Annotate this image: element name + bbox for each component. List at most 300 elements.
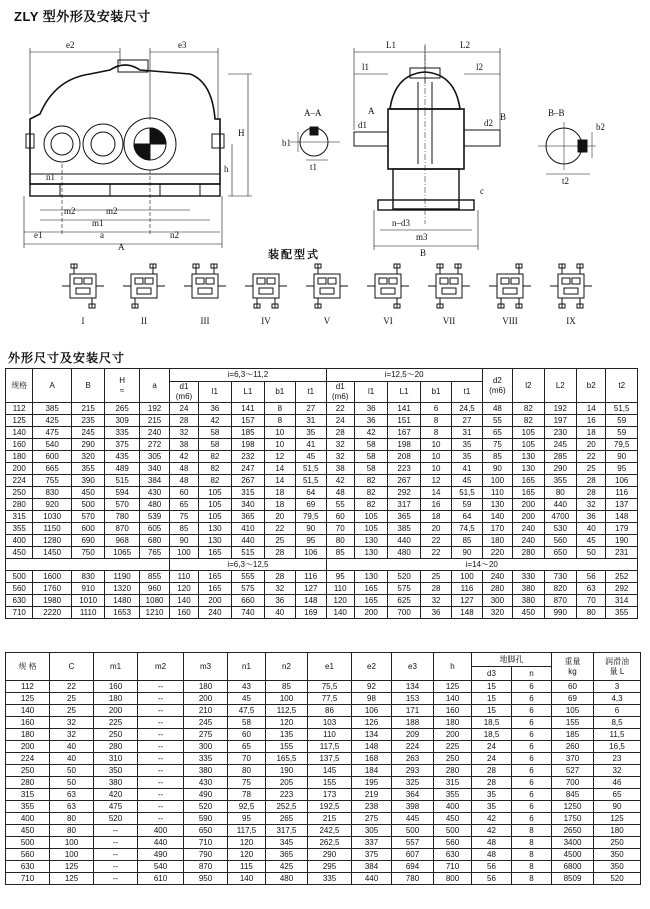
table-cell: 245	[544, 439, 576, 451]
col2-C: C	[50, 653, 94, 681]
table-cell: 305	[139, 451, 169, 463]
table-cell: 36	[420, 607, 451, 619]
table-cell: 169	[296, 607, 326, 619]
table-cell: 116	[606, 487, 638, 499]
table-cell: 410	[232, 523, 264, 535]
table-cell: 58	[198, 427, 231, 439]
table-cell: 82	[354, 475, 387, 487]
table-cell: 90	[594, 801, 641, 813]
table-cell: 46	[594, 777, 641, 789]
side-view	[354, 44, 500, 250]
table-cell: 530	[544, 523, 576, 535]
table-cell: 15	[472, 705, 512, 717]
table-cell: 100	[170, 547, 198, 559]
table-cell: 6	[512, 741, 552, 753]
table-cell: 560	[544, 535, 576, 547]
table-cell: 90	[606, 451, 638, 463]
table-cell: 2220	[33, 607, 72, 619]
table-cell: 75	[170, 511, 198, 523]
table-cell: 188	[392, 717, 434, 729]
svg-text:b2: b2	[596, 122, 605, 132]
row-size-cell: 315	[6, 511, 33, 523]
table-cell: 32	[170, 427, 198, 439]
table-cell: 28	[577, 487, 606, 499]
table-cell: 320	[71, 451, 104, 463]
table-cell: 1760	[33, 583, 72, 595]
table-cell: 238	[352, 801, 392, 813]
table-cell: 195	[352, 777, 392, 789]
table-cell: 515	[232, 547, 264, 559]
table-cell: 280	[513, 547, 544, 559]
table-cell: 665	[33, 463, 72, 475]
col2-m3: m3	[184, 653, 228, 681]
table-cell: 32	[420, 595, 451, 607]
table-cell: 173	[308, 789, 352, 801]
table-cell: 60	[228, 729, 266, 741]
table-cell: 780	[392, 873, 434, 885]
table-cell: 990	[544, 607, 576, 619]
table-cell: 335	[184, 753, 228, 765]
table-cell: 41	[296, 439, 326, 451]
svg-text:A–A: A–A	[304, 108, 322, 118]
col-d1: d1 (m6)	[170, 382, 198, 403]
table-cell: 570	[71, 511, 104, 523]
table-cell: 24	[326, 415, 354, 427]
table-cell: 8	[264, 415, 295, 427]
table-cell: 192,5	[308, 801, 352, 813]
table-cell: 56	[577, 571, 606, 583]
table-cell: 100	[266, 693, 308, 705]
table-cell: 520	[388, 571, 420, 583]
table-cell: 430	[184, 777, 228, 789]
table-cell: 112,5	[266, 705, 308, 717]
table-cell: 40	[264, 607, 295, 619]
table-cell: 209	[392, 729, 434, 741]
table-cell: 12	[264, 451, 295, 463]
table-cell: 250	[94, 729, 138, 741]
table-cell: 539	[139, 511, 169, 523]
table-cell: 420	[94, 789, 138, 801]
col2-n1: n1	[228, 653, 266, 681]
table-cell: 252	[606, 571, 638, 583]
table-cell: 90	[170, 535, 198, 547]
col2-m1: m1	[94, 653, 138, 681]
table-cell: 145	[308, 765, 352, 777]
table-cell: 75	[228, 777, 266, 789]
table-cell: --	[94, 849, 138, 861]
row-size-cell: 280	[6, 777, 50, 789]
table-cell: 489	[105, 463, 139, 475]
svg-text:L2: L2	[460, 40, 470, 50]
col-B: B	[71, 369, 104, 403]
table-cell: 14	[577, 403, 606, 415]
table-cell: 435	[105, 451, 139, 463]
table-cell: 160	[94, 681, 138, 693]
table-cell: 8509	[552, 873, 594, 885]
table-cell: 47,5	[228, 705, 266, 717]
table-cell: 32	[577, 499, 606, 511]
table-cell: 292	[606, 583, 638, 595]
table-cell: 75	[482, 439, 512, 451]
table-cell: --	[138, 693, 184, 705]
table-cell: 208	[388, 451, 420, 463]
assembly-type-label: VI	[383, 316, 393, 326]
table-cell: 315	[232, 487, 264, 499]
table-cell: 125	[50, 873, 94, 885]
table-row	[6, 789, 641, 801]
table-cell: 290	[308, 849, 352, 861]
assembly-type-label: IV	[261, 316, 271, 326]
table-cell: 28	[472, 777, 512, 789]
table-cell: 43	[228, 681, 266, 693]
table-cell: 117,5	[228, 825, 266, 837]
assembly-type-label: III	[200, 316, 210, 326]
table-cell: 27	[452, 415, 482, 427]
table-cell: 35	[296, 427, 326, 439]
table-cell: 153	[392, 693, 434, 705]
table-cell: 18	[264, 487, 295, 499]
table-cell: 8	[512, 849, 552, 861]
svg-text:t2: t2	[562, 176, 570, 186]
table-cell: 48	[170, 463, 198, 475]
table-cell: 968	[105, 535, 139, 547]
table-cell: 35	[452, 439, 482, 451]
table-cell: 6	[512, 801, 552, 813]
table-cell: 64	[296, 487, 326, 499]
table-cell: 325	[392, 777, 434, 789]
table-cell: 8	[264, 403, 295, 415]
table-cell: 6	[512, 753, 552, 765]
table-cell: 364	[392, 789, 434, 801]
col2-m2: m2	[138, 653, 184, 681]
table-cell: 141	[388, 403, 420, 415]
table-cell: 527	[552, 765, 594, 777]
col2-e2: e2	[352, 653, 392, 681]
svg-text:m2: m2	[64, 206, 76, 216]
table-cell: 350	[594, 849, 641, 861]
table-cell: 25	[420, 571, 451, 583]
table-cell: 151	[388, 415, 420, 427]
table-cell: 130	[513, 463, 544, 475]
row-size-cell: 112	[6, 681, 50, 693]
svg-text:A: A	[118, 242, 125, 252]
table-row	[6, 403, 638, 415]
svg-text:a: a	[100, 230, 104, 240]
table-cell: 300	[482, 595, 512, 607]
table-cell: 98	[352, 693, 392, 705]
table-cell: 1600	[33, 571, 72, 583]
table-cell: 50	[50, 765, 94, 777]
table-cell: 710	[434, 861, 472, 873]
table-cell: 335	[105, 427, 139, 439]
table-row	[6, 487, 638, 499]
dimension-table-1	[5, 368, 638, 619]
table-cell: 365	[232, 511, 264, 523]
table-cell: 22	[420, 547, 451, 559]
table-cell: 125	[50, 861, 94, 873]
table-cell: 110	[308, 729, 352, 741]
table-cell: 130	[354, 535, 387, 547]
table-cell: 74,5	[452, 523, 482, 535]
col-d1-b: d1 (m6)	[326, 382, 354, 403]
table-cell: 960	[139, 583, 169, 595]
table-cell: 70	[228, 753, 266, 765]
table-cell: 45	[577, 535, 606, 547]
table-cell: 6	[420, 403, 451, 415]
svg-text:e2: e2	[66, 40, 75, 50]
row-size-cell: 180	[6, 729, 50, 741]
assembly-type-label: V	[323, 316, 331, 326]
table-cell: 500	[434, 825, 472, 837]
table-cell: 830	[33, 487, 72, 499]
table-cell: 700	[388, 607, 420, 619]
table-cell: 38	[326, 463, 354, 475]
table-cell: 250	[434, 753, 472, 765]
table-cell: 28	[170, 415, 198, 427]
table-cell: 605	[139, 523, 169, 535]
table-cell: 950	[184, 873, 228, 885]
row-size-cell: 355	[6, 801, 50, 813]
table-cell: 115	[228, 861, 266, 873]
table-cell: 340	[232, 499, 264, 511]
table-cell: 167	[388, 427, 420, 439]
table-cell: 184	[352, 765, 392, 777]
table-cell: 105	[513, 427, 544, 439]
assembly-type	[243, 262, 289, 326]
table-cell: 110	[326, 583, 354, 595]
row-size-cell: 160	[6, 439, 33, 451]
table-cell: --	[138, 789, 184, 801]
table-cell: 165	[513, 475, 544, 487]
svg-text:d1: d1	[358, 120, 367, 130]
table-cell: 1450	[33, 547, 72, 559]
table-cell: 80	[544, 487, 576, 499]
table-cell: 63	[50, 789, 94, 801]
table-cell: 32	[326, 451, 354, 463]
table-cell: 380	[94, 777, 138, 789]
table-row	[6, 415, 638, 427]
table-cell: 69	[296, 499, 326, 511]
table-row	[6, 681, 641, 693]
table-cell: 100	[50, 837, 94, 849]
table-cell: 22	[577, 451, 606, 463]
svg-text:t1: t1	[310, 162, 318, 172]
table-cell: 170	[482, 523, 512, 535]
table-row	[6, 741, 641, 753]
table-cell: 155	[308, 777, 352, 789]
table-row	[6, 475, 638, 487]
table-cell: 240	[513, 535, 544, 547]
table-cell: 8	[512, 861, 552, 873]
table-cell: 335	[308, 873, 352, 885]
row-size-cell: 560	[6, 849, 50, 861]
table-cell: 180	[94, 693, 138, 705]
table-cell: 180	[434, 717, 472, 729]
table-cell: 16	[420, 499, 451, 511]
assembly-type	[426, 262, 472, 326]
table-cell: 23	[594, 753, 641, 765]
table-cell: 18	[420, 511, 451, 523]
table-cell: 126	[352, 717, 392, 729]
table-cell: 384	[139, 475, 169, 487]
table-cell: 65	[228, 741, 266, 753]
table-cell: 625	[388, 595, 420, 607]
table-cell: 160	[170, 607, 198, 619]
table-cell: 292	[388, 487, 420, 499]
table-cell: 105	[198, 487, 231, 499]
row-size-cell: 630	[6, 861, 50, 873]
table-cell: 200	[513, 499, 544, 511]
table-cell: 59	[606, 415, 638, 427]
table-cell: 6	[512, 789, 552, 801]
table-cell: 1030	[33, 511, 72, 523]
table-row	[6, 547, 638, 559]
table-cell: 350	[94, 765, 138, 777]
svg-text:b1: b1	[282, 138, 291, 148]
table-cell: 200	[198, 595, 231, 607]
table-cell: 92	[352, 681, 392, 693]
table-cell: 10	[264, 439, 295, 451]
table-cell: 500	[392, 825, 434, 837]
table-cell: --	[138, 765, 184, 777]
table-cell: 180	[482, 535, 512, 547]
table-cell: 375	[352, 849, 392, 861]
table-cell: 103	[308, 717, 352, 729]
table-row	[6, 439, 638, 451]
row-size-cell: 560	[6, 583, 33, 595]
col-H: H ≈	[105, 369, 139, 403]
table-cell: 140	[228, 873, 266, 885]
table-cell: 247	[232, 463, 264, 475]
table-row	[6, 753, 641, 765]
table-row	[6, 499, 638, 511]
table-cell: 400	[434, 801, 472, 813]
table-cell: 22	[264, 523, 295, 535]
table-cell: 450	[434, 813, 472, 825]
table-cell: 780	[105, 511, 139, 523]
svg-text:n2: n2	[170, 230, 179, 240]
table-cell: 365	[266, 849, 308, 861]
page-title: ZLY 型外形及安装尺寸	[14, 9, 151, 24]
table-cell: 36	[264, 595, 295, 607]
table-cell: 337	[352, 837, 392, 849]
table-cell: 210	[184, 705, 228, 717]
table-cell: 79,5	[606, 439, 638, 451]
table-cell: 295	[308, 861, 352, 873]
table-cell: 135	[266, 729, 308, 741]
table-cell: 41	[452, 463, 482, 475]
table-cell: --	[138, 681, 184, 693]
assembly-type	[182, 262, 228, 326]
table-cell: 32	[264, 583, 295, 595]
table-cell: 490	[184, 789, 228, 801]
table-cell: 100	[50, 849, 94, 861]
row-size-cell: 250	[6, 487, 33, 499]
table-cell: 130	[354, 571, 387, 583]
table-cell: 48	[472, 837, 512, 849]
table-cell: 35	[472, 789, 512, 801]
table-row	[6, 427, 638, 439]
table-cell: 710	[184, 837, 228, 849]
table-cell: 265	[105, 403, 139, 415]
table-cell: 105	[354, 523, 387, 535]
table-cell: 380	[513, 595, 544, 607]
table-cell: 245	[184, 717, 228, 729]
table-cell: 95	[296, 535, 326, 547]
table-cell: 265	[266, 813, 308, 825]
table-cell: 85	[452, 535, 482, 547]
table-cell: 134	[352, 729, 392, 741]
table-cell: 18,5	[472, 717, 512, 729]
table-cell: 22	[50, 681, 94, 693]
table-cell: 125	[594, 813, 641, 825]
row-size-cell: 200	[6, 741, 50, 753]
table-cell: 293	[392, 765, 434, 777]
table-cell: 830	[71, 571, 104, 583]
table-cell: 215	[139, 415, 169, 427]
table-cell: 690	[71, 535, 104, 547]
table-cell: 82	[198, 463, 231, 475]
table-cell: 117,5	[308, 741, 352, 753]
table-cell: 242,5	[308, 825, 352, 837]
table-cell: 845	[552, 789, 594, 801]
table-cell: 540	[138, 861, 184, 873]
table-cell: --	[94, 837, 138, 849]
table-cell: 24	[472, 741, 512, 753]
table-cell: 575	[388, 583, 420, 595]
table-cell: 18	[264, 499, 295, 511]
table-cell: 59	[606, 427, 638, 439]
svg-text:m3: m3	[416, 232, 428, 242]
table-cell: 32	[50, 717, 94, 729]
assembly-type-label: II	[141, 316, 147, 326]
row-size-cell: 400	[6, 813, 50, 825]
table-cell: 8	[420, 415, 451, 427]
row-size-cell: 630	[6, 595, 33, 607]
table-row	[6, 523, 638, 535]
col2-size: 规 格	[6, 653, 50, 681]
table-cell: 120	[266, 717, 308, 729]
table-cell: 260	[552, 741, 594, 753]
table-cell: 2650	[552, 825, 594, 837]
table-cell: 540	[33, 439, 72, 451]
table-cell: 1653	[105, 607, 139, 619]
table-cell: 36	[577, 511, 606, 523]
table-row	[6, 765, 641, 777]
technical-drawing	[0, 24, 650, 270]
table-cell: 385	[388, 523, 420, 535]
table-cell: 90	[296, 523, 326, 535]
table-cell: 63	[50, 801, 94, 813]
table-cell: 870	[184, 861, 228, 873]
table-cell: 1065	[105, 547, 139, 559]
table-cell: 267	[388, 475, 420, 487]
table-row	[6, 583, 638, 595]
table-cell: 80	[228, 765, 266, 777]
table-cell: 140	[326, 607, 354, 619]
table-cell: 1190	[105, 571, 139, 583]
col-a: a	[139, 369, 169, 403]
table-cell: 80	[50, 825, 94, 837]
table-row	[6, 511, 638, 523]
table-cell: 425	[266, 861, 308, 873]
row-size-cell: 315	[6, 789, 50, 801]
table-cell: 450	[513, 607, 544, 619]
table-cell: 400	[138, 825, 184, 837]
col-t1: t1	[296, 382, 326, 403]
table-cell: 42	[354, 427, 387, 439]
table-cell: 230	[544, 427, 576, 439]
